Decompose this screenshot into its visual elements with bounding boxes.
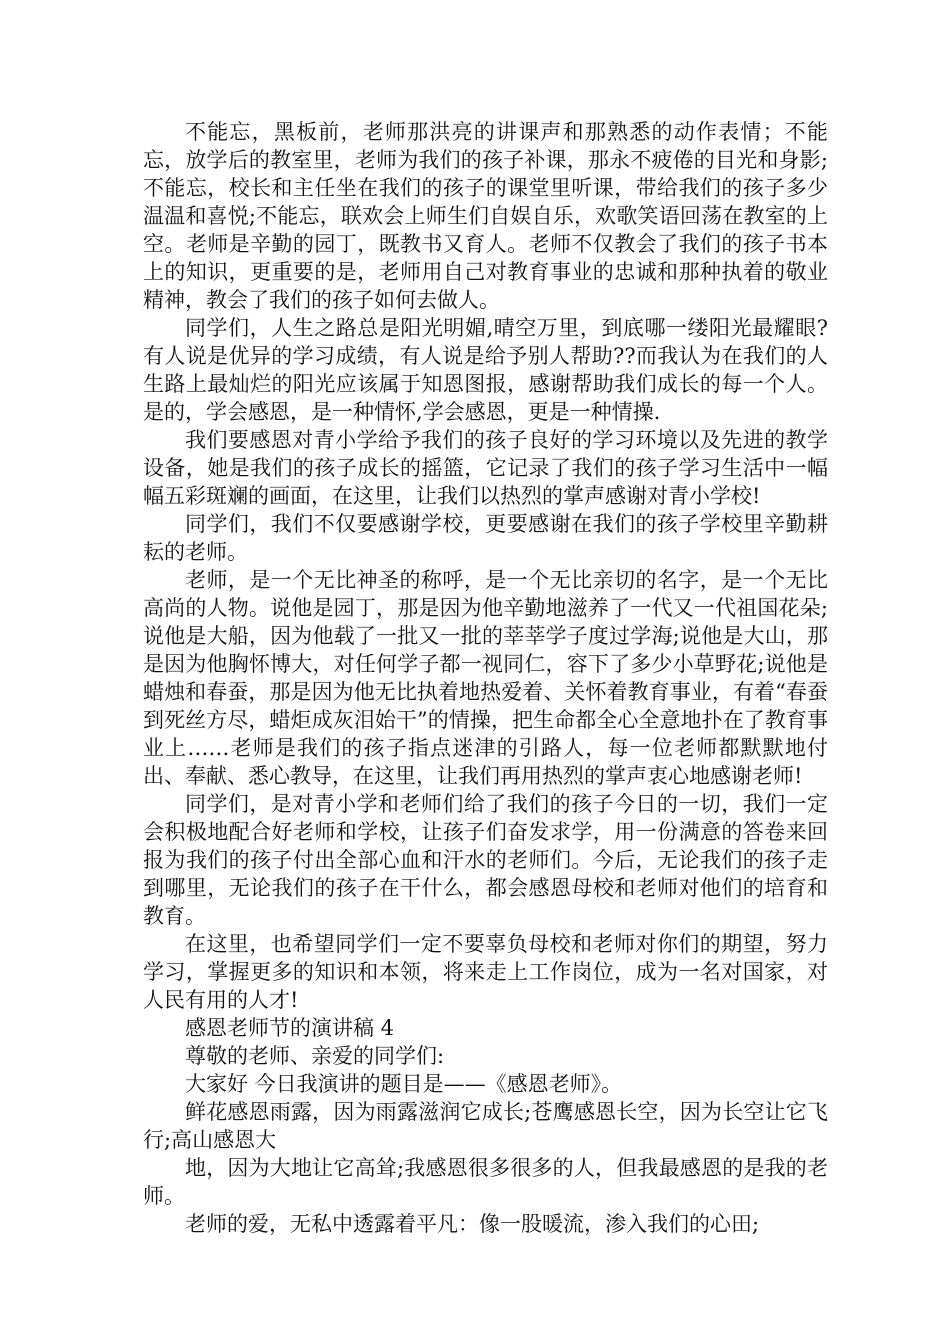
- paragraph: 同学们，是对青小学和老师们给了我们的孩子今日的一切，我们一定会积极地配合好老师和学校，让孩子们奋发求学，用一份满意的答卷来回报为我们的孩子付出全部心血和汗水的老师们。今后，无论我们的孩子走到哪里，无论我们的孩子在干什么，都会感恩母校和老师对他们的培育和教育。: [143, 792, 828, 928]
- paragraph: 老师，是一个无比神圣的称呼，是一个无比亲切的名字，是一个无比高尚的人物。说他是园丁，那是因为他辛勤地滋养了一代又一代祖国花朵;说他是大船，因为他载了一批又一批的莘莘学子度过学海;说他是大山，那是因为他胸怀博大，对任何学子都一视同仁，容下了多少小草野花;说他是蜡烛和春蚕，那是因为他无比执着地热爱着、关怀着教育事业，有着“春蚕到死丝方尽，蜡炬成灰泪始干”的情操，把生命都全心全意地扑在了教育事业上……老师是我们的孩子指点迷津的引路人，每一位老师都默默地付出、奉献、悉心教导，在这里，让我们再用热烈的掌声衷心地感谢老师!: [143, 568, 828, 788]
- paragraph: 不能忘，黑板前，老师那洪亮的讲课声和那熟悉的动作表情；不能忘，放学后的教室里，老师为我们的孩子补课，那永不疲倦的目光和身影;不能忘，校长和主任坐在我们的孩子的课堂里听课，带给我们的孩子多少温温和喜悦;不能忘，联欢会上师生们自娱自乐，欢歌笑语回荡在教室的上空。老师是辛勤的园丁，既教书又育人。老师不仅教会了我们的孩子书本上的知识，更重要的是，老师用自己对教育事业的忠诚和那种执着的敬业精神，教会了我们的孩子如何去做人。: [143, 120, 828, 312]
- paragraph: 我们要感恩对青小学给予我们的孩子良好的学习环境以及先进的教学设备，她是我们的孩子成长的摇篮，它记录了我们的孩子学习生活中一幅幅五彩斑斓的画面，在这里，让我们以热烈的掌声感谢对青小学校!: [143, 428, 828, 508]
- paragraph: 地，因为大地让它高耸;我感恩很多很多的人，但我最感恩的是我的老师。: [143, 1156, 828, 1208]
- paragraph: 同学们，我们不仅要感谢学校，更要感谢在我们的孩子学校里辛勤耕耘的老师。: [143, 512, 828, 564]
- section-heading: 感恩老师节的演讲稿 4: [185, 1016, 395, 1040]
- paragraph: 鲜花感恩雨露，因为雨露滋润它成长;苍鹰感恩长空，因为长空让它飞行;高山感恩大: [143, 1100, 828, 1152]
- paragraph: 大家好 今日我演讲的题目是——《感恩老师》。: [185, 1072, 623, 1096]
- paragraph: 同学们，人生之路总是阳光明媚,晴空万里，到底哪一缕阳光最耀眼?有人说是优异的学习成绩，有人说是给予别人帮助??而我认为在我们的人生路上最灿烂的阳光应该属于知恩图报，感谢帮助我们成长的每一个人。是的，学会感恩，是一种情怀,学会感恩，更是一种情操.: [143, 316, 828, 424]
- document-page: [143, 118, 828, 1238]
- paragraph: 在这里，也希望同学们一定不要辜负母校和老师对你们的期望，努力学习，掌握更多的知识和本领，将来走上工作岗位，成为一名对国家，对人民有用的人才!: [143, 932, 828, 1012]
- salutation: 尊敬的老师、亲爱的同学们:: [185, 1044, 445, 1068]
- paragraph: 老师的爱，无私中透露着平凡：像一股暖流，渗入我们的心田;: [185, 1212, 760, 1236]
